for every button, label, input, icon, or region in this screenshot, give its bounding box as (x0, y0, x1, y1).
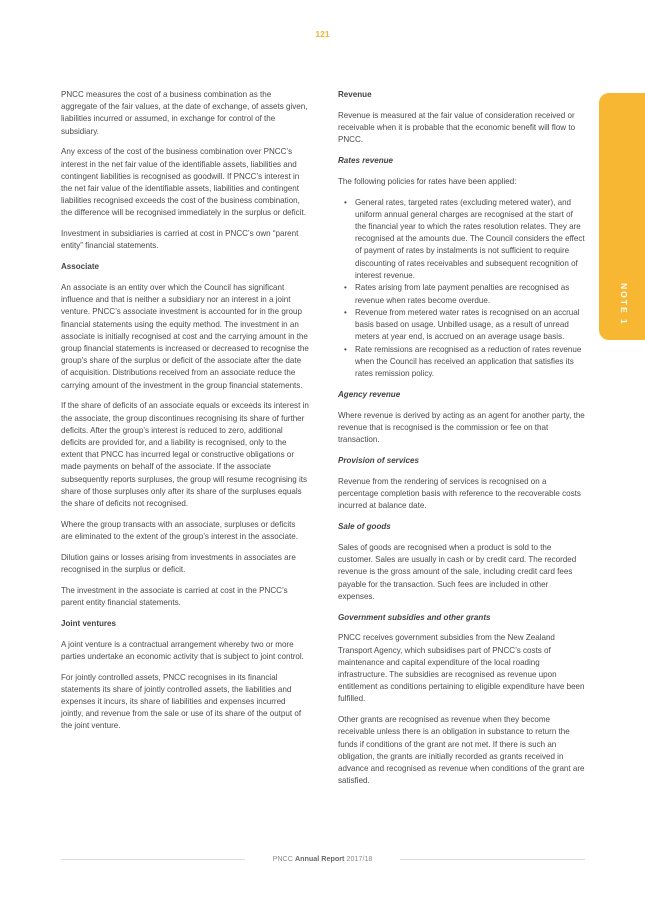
footer-divider-left (61, 859, 245, 860)
page-number: 121 (315, 29, 330, 39)
list-item: • Rate remissions are recognised as a reduction of rates revenue when the Council has received an application that satisfies its rates remission policy. (338, 344, 586, 381)
paragraph: PNCC receives government subsidies from the New Zealand Transport Agency, which subsidises part of PNCC’s costs of maintenance and capital expenditure of the local roading infrastructure. The subsidies are recognised as revenue upon entitlement as conditions pertaining to eligible expenditure have been fulfilled. (338, 633, 585, 704)
section-heading-revenue: Revenue (338, 90, 372, 99)
subheading-rates-revenue: Rates revenue (338, 156, 394, 165)
footer-divider-right (400, 859, 585, 860)
paragraph: If the share of deficits of an associate equals or exceeds its interest in the associate, the group discontinues recognising its share of further deficits. After the group’s interest is reduced to zero, additional deficits are provided for, and a liability is recognised, only to the extent that PNCC has incurred legal or constructive obligations or made payments on behalf of the associate. If the associate subsequently reports surpluses, the group will resume recognising its share of those surpluses only after its share of the surpluses equals the share of deficits not recognised. (61, 401, 309, 509)
subheading-provision-of-services: Provision of services (338, 456, 419, 466)
right-column (338, 89, 586, 796)
paragraph: A joint venture is a contractual arrangement whereby two or more parties undertake an economic activity that is subject to joint control. (61, 639, 304, 661)
subheading-government-subsidies: Government subsidies and other grants (338, 612, 491, 622)
paragraph: The investment in the associate is carried at cost in the PNCC’s parent entity financial statements. (61, 585, 288, 608)
left-column (61, 89, 309, 741)
paragraph: Investment in subsidiaries is carried at cost in PNCC’s own “parent entity” financial statements. (61, 229, 299, 251)
paragraph: PNCC measures the cost of a business combination as the aggregate of the fair values, at the date of exchange, of assets given, liabilities incurred or assumed, in exchange for control of the subsidiary. (61, 90, 308, 136)
footer-report: Annual Report (294, 854, 345, 863)
section-heading-joint-ventures: Joint ventures (61, 618, 117, 628)
list-item: • General rates, targeted rates (excluding metered water), and uniform annual general charges are recognised at the start of the financial year to which the rates resolution relates. They are recognised at the amounts due. The Council considers the effect of payment of rates by instalments is not sufficient to require discounting of rates receivables and subsequent recognition of interest revenue. (338, 197, 586, 282)
paragraph: Sales of goods are recognised when a product is sold to the customer. Sales are usually in cash or by credit card. The recorded revenue is the gross amount of the sale, including credit card fees payable for the transaction. Such fees are included in other expenses. (338, 542, 577, 601)
paragraph: Other grants are recognised as revenue when they become receivable unless there is an obligation in substance to return the funds if conditions of the grant are not met. If there is such an obligation, the grants are initially recorded as grants received in advance and recognised as revenue when conditions of the grant are satisfied. (338, 715, 585, 786)
section-heading-associate: Associate (61, 262, 100, 272)
footer-label (245, 854, 400, 863)
note-side-tab (599, 93, 645, 340)
paragraph: Revenue from the rendering of services is recognised on a percentage completion basis with reference to the recoverable costs incurred at balance date. (338, 476, 581, 511)
paragraph: Dilution gains or losses arising from investments in associates are recognised in the surplus or deficit. (61, 552, 296, 575)
list-item: • Rates arising from late payment penalties are recognised as revenue when rates become overdue. (338, 282, 586, 306)
subheading-agency-revenue: Agency revenue (338, 390, 401, 400)
rates-policy-list (338, 197, 586, 381)
paragraph: For jointly controlled assets, PNCC recognises in its financial statements its share of jointly controlled assets, the liabilities and expenses it incurs, its share of liabilities and expenses incurred jointly, and revenue from the sale or use of its share of the output of the joint venture. (61, 672, 302, 731)
subheading-sale-of-goods: Sale of goods (338, 522, 391, 532)
paragraph: Revenue is measured at the fair value of consideration received or receivable when it is probable that the economic benefit will flow to PNCC. (338, 110, 576, 145)
side-tab-label: NOTE 1 (619, 283, 629, 326)
footer-org: PNCC (272, 854, 293, 863)
paragraph: Where revenue is derived by acting as an agent for another party, the revenue that is recognised is the commission or fee on that transaction. (338, 410, 585, 445)
paragraph: The following policies for rates have been applied: (338, 176, 517, 186)
paragraph: Any excess of the cost of the business combination over PNCC’s interest in the net fair value of the identifiable assets, liabilities and contingent liabilities is recognised as goodwill. If PNCC’s interest in the net fair value of the identifiable assets, liabilities and contingent liabilities recognised exceeds the cost of the business combination, the difference will be recognised immediately in the surplus or deficit. (61, 147, 306, 218)
footer-year: 2017/18 (346, 854, 373, 863)
paragraph: An associate is an entity over which the Council has significant influence and that is neither a subsidiary nor an interest in a joint venture. PNCC’s associate investment is accounted for in the group financial statements using the equity method. The investment in an associate is initially recognised at cost and the carrying amount in the group financial statements is increased or decreased to recognise the group’s share of the surplus or deficit of the associate after the date of acquisition. Distributions received from an associate reduce the carrying amount of the investment in the group financial statements. (61, 283, 309, 390)
paragraph: Where the group transacts with an associate, surpluses or deficits are eliminated to the extent of the group’s interest in the associate. (61, 519, 298, 542)
list-item: • Revenue from metered water rates is recognised on an accrual basis based on usage. Unbilled usage, as a result of unread meters at year end, is accrued on an average usage basis. (338, 307, 586, 344)
